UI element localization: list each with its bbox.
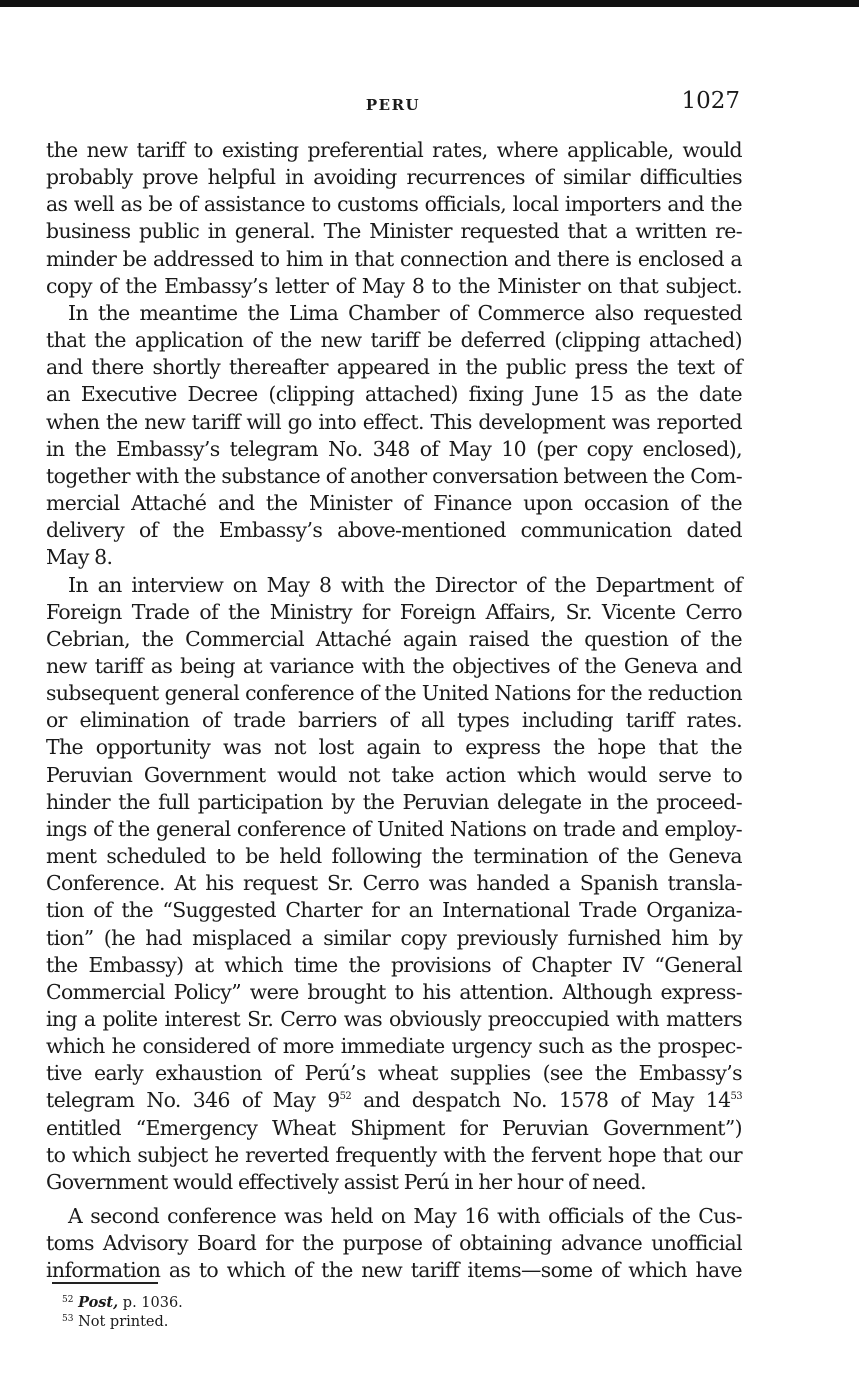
- text-segment: and despatch No. 1578 of May 14: [351, 1088, 731, 1113]
- text-line: probably prove helpful in avoiding recurrences of similar difficulties: [46, 165, 742, 190]
- text-line: In the meantime the Lima Chamber of Commerce also requested: [68, 300, 742, 325]
- footnote-53: [62, 1313, 183, 1332]
- paragraph-3: [46, 572, 742, 1197]
- text-line: new tariff as being at variance with the objectives of the Geneva and: [46, 653, 742, 678]
- page-header: [46, 88, 740, 122]
- text-line: business public in general. The Minister requested that a written re-: [46, 219, 742, 244]
- paragraph-1: [46, 137, 742, 300]
- text-line: the Embassy) at which time the provisions of Chapter IV “General: [46, 952, 742, 977]
- text-line: copy of the Embassy’s letter of May 8 to the Minister on that subject.: [46, 273, 742, 298]
- text-line: Commercial Policy” were brought to his attention. Although express-: [46, 979, 742, 1004]
- text-line: mercial Attaché and the Minister of Finance upon occasion of the: [46, 491, 742, 516]
- footnote-52: [62, 1293, 183, 1313]
- text-line: an Executive Decree (clipping attached) fixing June 15 as the date: [46, 382, 742, 407]
- page-top-border: [0, 0, 859, 7]
- footnote-ref-52[interactable]: 52: [339, 1091, 352, 1103]
- text-line: Peruvian Government would not take action which would serve to: [46, 762, 742, 787]
- text-line: ing a polite interest Sr. Cerro was obviously preoccupied with matters: [46, 1007, 742, 1031]
- document-body: [46, 137, 742, 1285]
- text-line: ment scheduled to be held following the termination of the Geneva: [46, 844, 742, 869]
- text-line: information as to which of the new tariff items—some of which have: [46, 1258, 742, 1283]
- text-line: tion of the “Suggested Charter for an International Trade Organiza-: [46, 898, 742, 923]
- text-line: subsequent general conference of the United Nations for the reduction: [46, 681, 742, 706]
- text-line: in the Embassy’s telegram No. 348 of May 10 (per copy enclosed),: [46, 436, 742, 461]
- text-segment: telegram No. 346 of May 9: [46, 1088, 340, 1113]
- footnote-italic: Post,: [78, 1294, 119, 1311]
- text-line: which he considered of more immediate urgency such as the prospec-: [46, 1034, 742, 1059]
- text-line: Foreign Trade of the Ministry for Foreign Affairs, Sr. Vicente Cerro: [46, 599, 742, 624]
- text-line: as well as be of assistance to customs officials, local importers and the: [46, 192, 742, 217]
- text-line: Government would effectively assist Perú in her hour of need.: [46, 1169, 646, 1194]
- footnote-text: p. 1036.: [118, 1295, 183, 1311]
- text-line: when the new tariff will go into effect. This development was reported: [46, 409, 742, 434]
- footnote-text: Not printed.: [78, 1314, 169, 1330]
- text-line: or elimination of trade barriers of all types including tariff rates.: [46, 708, 742, 733]
- text-line: to which subject he reverted frequently with the fervent hope that our: [46, 1142, 742, 1167]
- text-line: tion” (he had misplaced a similar copy previously furnished him by: [46, 925, 742, 950]
- text-line-with-footnotes: [46, 1087, 742, 1114]
- text-line: together with the substance of another conversation between the Com-: [46, 463, 742, 488]
- text-line: Cebrian, the Commercial Attaché again raised the question of the: [46, 626, 742, 651]
- text-line: the new tariff to existing preferential rates, where applicable, would: [46, 138, 742, 162]
- text-line: tive early exhaustion of Perú’s wheat supplies (see the Embassy’s: [46, 1061, 742, 1086]
- text-line: A second conference was held on May 16 with officials of the Cus-: [68, 1204, 742, 1229]
- footnote-ref-53[interactable]: 53: [730, 1091, 743, 1103]
- text-line: that the application of the new tariff be deferred (clipping attached): [46, 328, 742, 353]
- footnotes: [62, 1293, 183, 1332]
- footnote-marker: 53: [62, 1314, 74, 1324]
- text-line: Conference. At his request Sr. Cerro was handed a Spanish transla-: [46, 871, 742, 896]
- text-line: and there shortly thereafter appeared in the public press the text of: [46, 355, 742, 380]
- text-line: entitled “Emergency Wheat Shipment for Peruvian Government”): [46, 1115, 742, 1140]
- text-line: toms Advisory Board for the purpose of obtaining advance unofficial: [46, 1231, 742, 1256]
- text-line: hinder the full participation by the Peruvian delegate in the proceed-: [46, 789, 742, 814]
- paragraph-4: [46, 1203, 742, 1284]
- running-head: PERU: [365, 96, 421, 114]
- text-line: minder be addressed to him in that connection and there is enclosed a: [46, 246, 742, 271]
- text-line: The opportunity was not lost again to express the hope that the: [46, 735, 742, 760]
- page-number: 1027: [681, 88, 740, 114]
- text-line: In an interview on May 8 with the Director of the Department of: [68, 572, 742, 597]
- text-line: ings of the general conference of United Nations on trade and employ-: [46, 816, 742, 841]
- footnote-divider: [52, 1282, 158, 1284]
- text-line: delivery of the Embassy’s above-mentioned communication dated: [46, 518, 742, 543]
- text-line: May 8.: [46, 545, 113, 570]
- footnote-marker: 52: [62, 1295, 74, 1305]
- paragraph-2: [46, 300, 742, 572]
